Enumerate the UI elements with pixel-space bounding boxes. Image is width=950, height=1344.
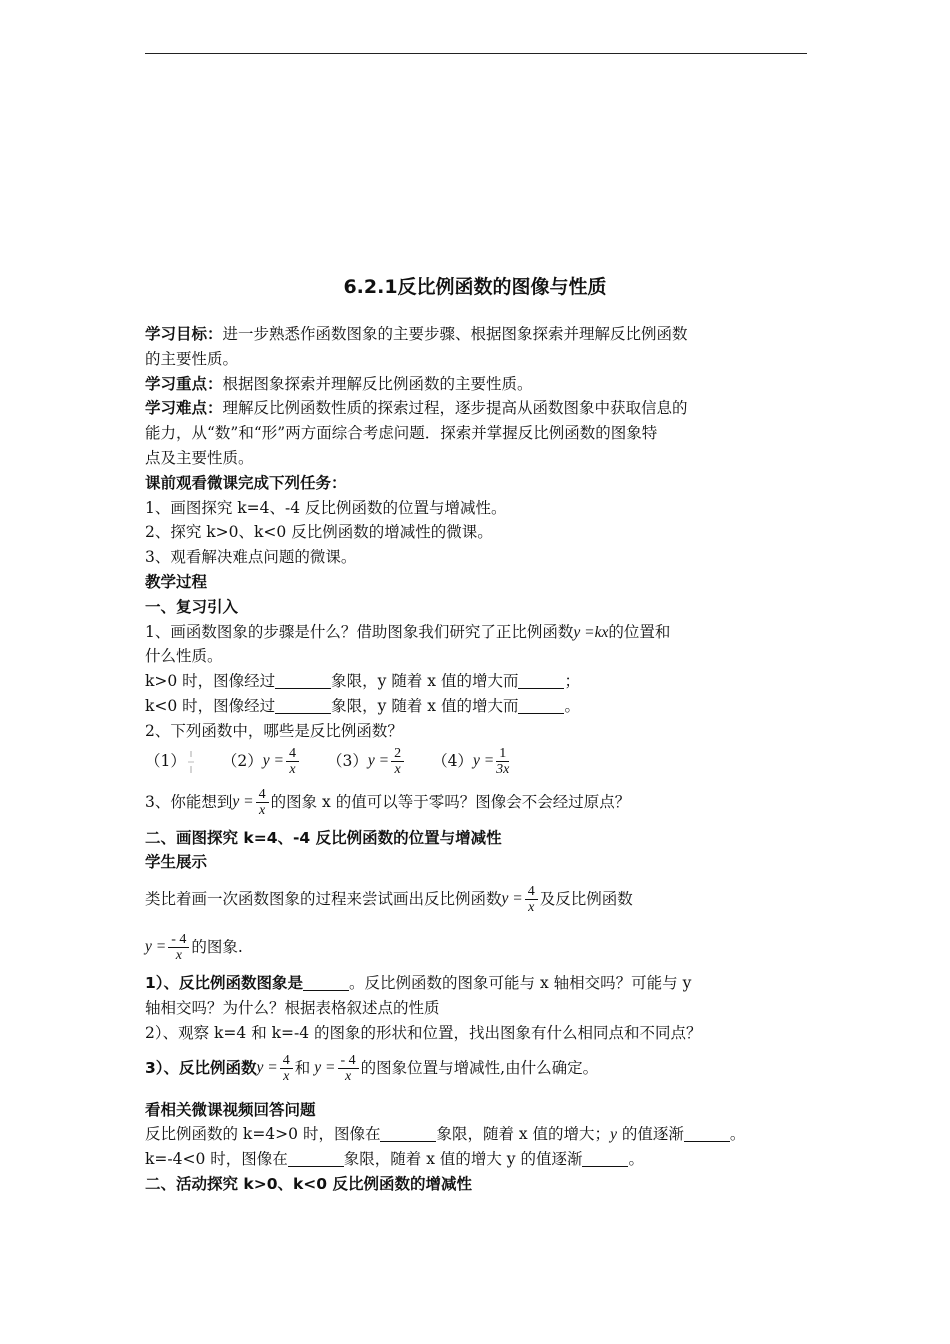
fraction-minus4-over-x: $\frac{- 4}{x}$: [338, 1053, 359, 1084]
k-negative-line: k<0 时，图像经过 象限，y 随着 x 值的增大而 。: [145, 696, 580, 715]
answer-blank[interactable]: [518, 673, 564, 690]
question-2: 2、下列函数中，哪些是反比例函数？: [145, 721, 403, 740]
difficulty-line-3: 点及主要性质。: [145, 448, 254, 467]
fraction-4-over-x: $\frac{4}{x}$: [286, 746, 299, 777]
video-heading: 看相关微课视频回答问题: [145, 1100, 316, 1119]
option-1-formula-image: [186, 747, 196, 777]
goal-label: 学习目标：: [145, 325, 223, 343]
pre-task-1: 1、画图探究 k=4、-4 反比例函数的位置与增减性。: [145, 498, 507, 517]
point-2: 2）、观察 k=4 和 k=-4 的图象的形状和位置，找出图象有什么相同点和不同点？: [145, 1023, 702, 1042]
analogy-line-1: 类比着画一次函数图象的过程来尝试画出反比例函数 y = $\frac{4}{x}$ 及反比例函数: [145, 883, 633, 915]
page-title: 6.2.1反比例函数的图像与性质: [343, 276, 607, 298]
answer-blank[interactable]: [275, 697, 331, 714]
fraction-4-over-x: $\frac{4}{x}$: [256, 787, 269, 818]
section-3-heading: 二、活动探究 k>0、k<0 反比例函数的增减性: [145, 1174, 472, 1193]
pre-task-3: 3、观看解决难点问题的微课。: [145, 548, 357, 567]
answer-blank[interactable]: [684, 1126, 730, 1143]
key-line: 学习重点：根据图象探索并理解反比例函数的主要性质。: [145, 374, 533, 393]
answer-blank[interactable]: [380, 1126, 436, 1143]
linear-formula: y =kx: [573, 623, 609, 641]
point-3: 3）、反比例函数 y = $\frac{4}{x}$ 和 y = $\frac{- 4}{x}$ 的图象位置与增减性,由什么确定。: [145, 1053, 599, 1085]
pre-class-heading: 课前观看微课完成下列任务：: [145, 473, 347, 492]
fraction-2-over-x: $\frac{2}{x}$: [391, 746, 404, 777]
header-rule: [145, 53, 807, 54]
answer-blank[interactable]: [303, 975, 349, 992]
pre-task-2: 2、探究 k>0、k<0 反比例函数的增减性的微课。: [145, 523, 493, 542]
goal-line-1: 学习目标：进一步熟悉作函数图象的主要步骤、根据图象探索并理解反比例函数: [145, 325, 688, 343]
difficulty-line-1: 学习难点：理解反比例函数性质的探索过程，逐步提高从函数图象中获取信息的: [145, 399, 688, 418]
question-1-line-1: 1、画函数图象的步骤是什么？借助图象我们研究了正比例函数y =kx的位置和: [145, 622, 671, 641]
point-1-line-1: 1）、反比例函数图象是 。反比例函数的图象可能与 x 轴相交吗？可能与 y: [145, 974, 692, 993]
options-row: （1） （2） y = $\frac{4}{x}$ （3） y = $\frac{2}{x}$ （4） y = $\frac{1}{3x}$: [145, 746, 510, 778]
section-2-heading: 二、画图探究 k=4、-4 反比例函数的位置与增减性: [145, 828, 502, 847]
process-heading: 教学过程: [145, 572, 208, 591]
video-answer-2: k=-4<0 时，图像在 象限，随着 x 值的增大 y 的值逐渐 。: [145, 1150, 644, 1169]
question-3: 3、你能想到 y = $\frac{4}{x}$ 的图象 x 的值可以等于零吗？图像会不会经过原点？: [145, 787, 631, 819]
fraction-1-over-3x: $\frac{1}{3x}$: [496, 746, 510, 778]
student-show-heading: 学生展示: [145, 853, 208, 872]
goal-line-2: 的主要性质。: [145, 349, 239, 368]
analogy-line-2: y = $\frac{- 4}{x}$ 的图象.: [145, 931, 243, 963]
fraction-4-over-x: $\frac{4}{x}$: [280, 1053, 293, 1084]
answer-blank[interactable]: [518, 697, 564, 714]
fraction-4-over-x: $\frac{4}{x}$: [525, 884, 538, 915]
key-label: 学习重点：: [145, 374, 223, 393]
section-1-heading: 一、复习引入: [145, 597, 239, 616]
k-positive-line: k>0 时，图像经过 象限，y 随着 x 值的增大而 ；: [145, 672, 580, 691]
difficulty-label: 学习难点：: [145, 399, 223, 418]
video-answer-1: 反比例函数的 k=4>0 时，图像在 象限，随着 x 值的增大；y 的值逐渐 。: [145, 1125, 746, 1144]
point-1-line-2: 轴相交吗？为什么？根据表格叙述点的性质: [145, 998, 440, 1017]
answer-blank[interactable]: [582, 1151, 628, 1168]
difficulty-line-2: 能力，从“数”和“形”两方面综合考虑问题．探索并掌握反比例函数的图象特: [145, 424, 658, 443]
fraction-minus4-over-x: $\frac{- 4}{x}$: [168, 932, 189, 963]
answer-blank[interactable]: [275, 673, 331, 690]
question-1-line-2: 什么性质。: [145, 647, 223, 666]
answer-blank[interactable]: [288, 1151, 344, 1168]
document-body: [145, 322, 815, 1197]
